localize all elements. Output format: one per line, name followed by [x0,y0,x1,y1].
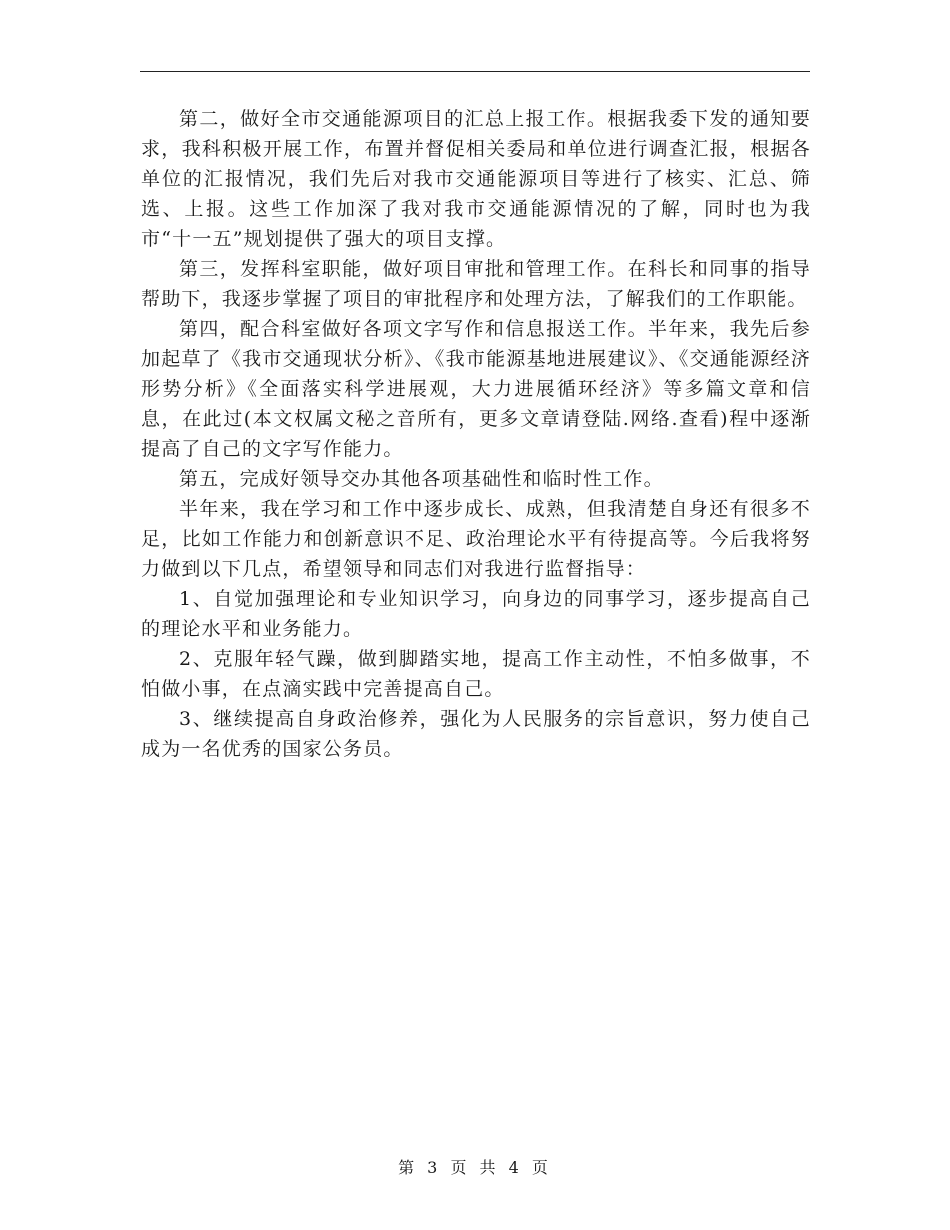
page-number: 第 3 页 共 4 页 [398,1158,552,1177]
paragraph-2: 第二，做好全市交通能源项目的汇总上报工作。根据我委下发的通知要求，我科积极开展工作，布置并督促相关委局和单位进行调查汇报，根据各单位的汇报情况，我们先后对我市交通能源项目等进行了核实、汇总、筛选、上报。这些工作加深了我对我市交通能源情况的了解，同时也为我市“十一五”规划提供了强大的项目支撑。 [141,108,811,250]
plan-item-2: 2、克服年轻气躁，做到脚踏实地，提高工作主动性，不怕多做事，不怕做小事，在点滴实践中完善提高自己。 [141,648,811,700]
header-divider [140,71,810,72]
paragraph-4: 第四，配合科室做好各项文字写作和信息报送工作。半年来，我先后参加起草了《我市交通现状分析》、《我市能源基地进展建议》、《交通能源经济形势分析》《全面落实科学进展观，大力进展循环经济》等多篇文章和信息，在此过(本文权属文秘之音所有，更多文章请登陆.网络.查看)程中逐渐提高了自己的文字写作能力。 [141,318,811,460]
paragraph-summary: 半年来，我在学习和工作中逐步成长、成熟，但我清楚自身还有很多不足，比如工作能力和创新意识不足、政治理论水平有待提高等。今后我将努力做到以下几点，希望领导和同志们对我进行监督指导： [141,498,811,580]
paragraph-5: 第五，完成好领导交办其他各项基础性和临时性工作。 [179,468,664,490]
paragraph-3: 第三，发挥科室职能，做好项目审批和管理工作。在科长和同事的指导帮助下，我逐步掌握了项目的审批程序和处理方法，了解我们的工作职能。 [141,258,811,310]
plan-item-1: 1、自觉加强理论和专业知识学习，向身边的同事学习，逐步提高自己的理论水平和业务能力。 [141,588,811,640]
plan-item-3: 3、继续提高自身政治修养，强化为人民服务的宗旨意识，努力使自己成为一名优秀的国家公务员。 [141,708,811,760]
document-body [141,104,811,764]
